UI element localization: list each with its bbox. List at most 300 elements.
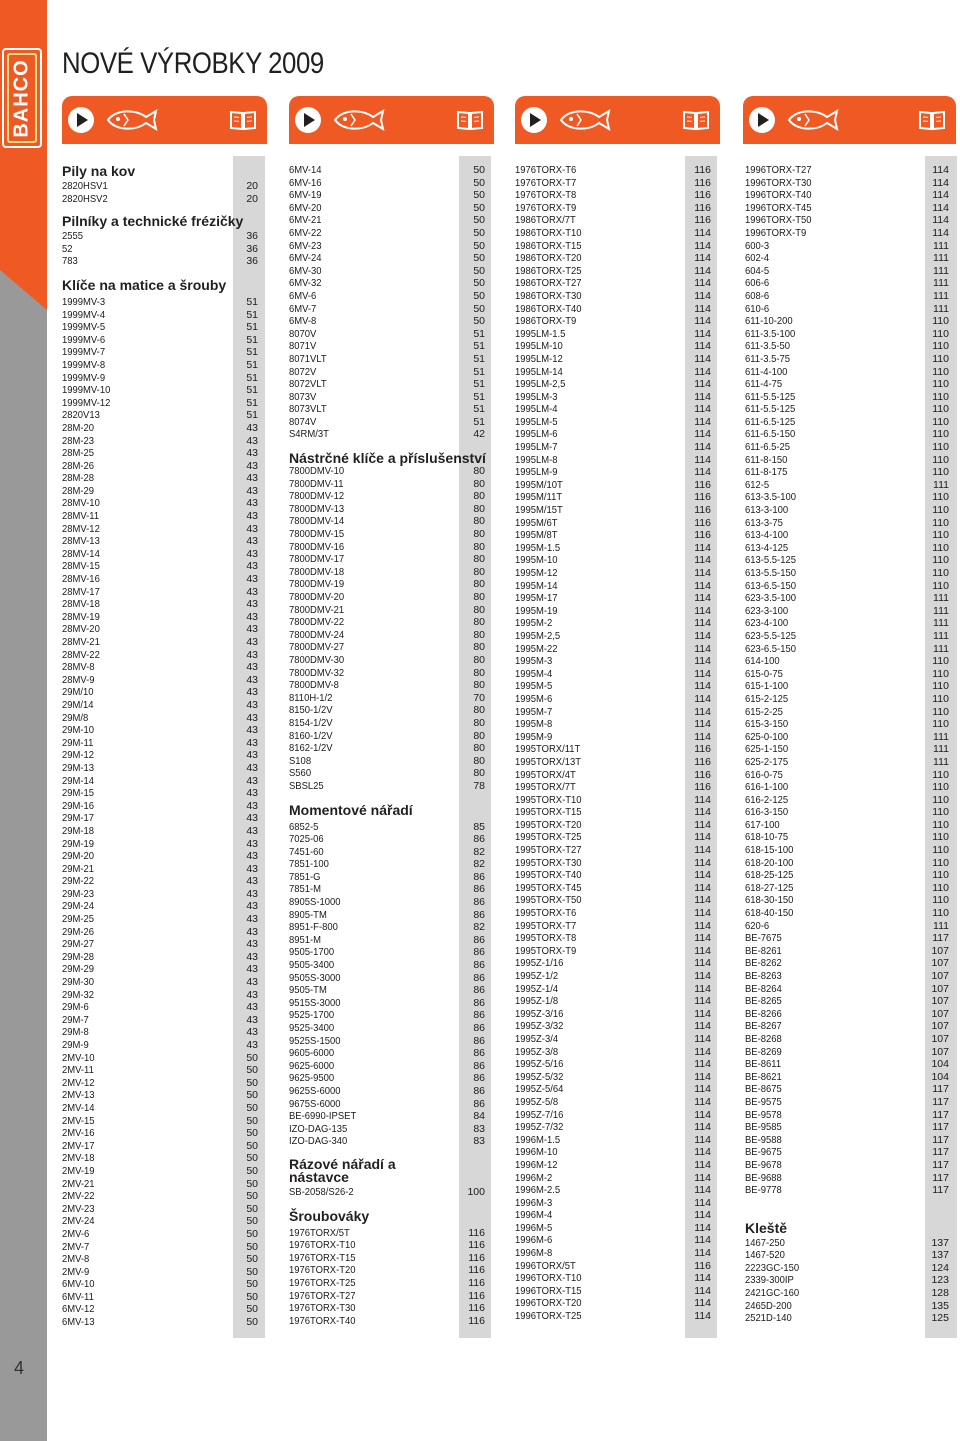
page-ref: 116 [694, 478, 711, 491]
page-ref: 116 [468, 1302, 485, 1315]
product-code: 2MV-18 [62, 1152, 95, 1165]
page-ref: 80 [473, 767, 485, 780]
product-code: 1995M/8T [515, 529, 558, 542]
product-row [745, 454, 953, 467]
page-ref: 114 [694, 1158, 711, 1171]
product-row [745, 441, 953, 454]
product-row [62, 1178, 262, 1191]
page-ref: 80 [473, 603, 485, 616]
product-row [745, 378, 953, 391]
page-ref: 114 [694, 655, 711, 668]
product-code: 6MV-21 [289, 214, 322, 227]
product-row [745, 214, 953, 227]
product-code: 1996M-4 [515, 1209, 553, 1222]
product-code: 1976TORX-T40 [289, 1314, 356, 1327]
fish-saw-icon [333, 107, 387, 138]
page-ref: 50 [246, 1215, 258, 1228]
product-row [515, 491, 715, 504]
product-row [745, 743, 953, 756]
page-ref: 114 [694, 680, 711, 693]
product-code: 29M-16 [62, 799, 95, 812]
product-code: 29M-27 [62, 938, 95, 951]
section-heading: Pilníky a technické frézičky [62, 213, 244, 230]
product-row [289, 240, 489, 253]
product-row [289, 858, 489, 871]
page-ref: 110 [932, 781, 949, 794]
product-row [515, 1046, 715, 1059]
product-code: 28MV-14 [62, 547, 100, 560]
product-code: 1999MV-12 [62, 396, 111, 409]
product-row [289, 328, 489, 341]
product-code: 2MV-7 [62, 1240, 90, 1253]
page-ref: 116 [694, 1259, 711, 1272]
page-ref: 116 [694, 516, 711, 529]
product-code: 29M/8 [62, 711, 89, 724]
product-row [289, 883, 489, 896]
page-ref: 111 [933, 592, 949, 605]
product-row [515, 366, 715, 379]
product-row [515, 794, 715, 807]
product-row [515, 227, 715, 240]
product-row [289, 1264, 489, 1277]
page-ref: 107 [931, 1032, 949, 1045]
product-code: 8951-F-800 [289, 921, 338, 934]
product-row [289, 252, 489, 265]
page-ref: 50 [246, 1114, 258, 1127]
product-code: BE-9575 [745, 1095, 782, 1108]
product-code: 9625-6000 [289, 1059, 335, 1072]
product-row [515, 403, 715, 416]
page-ref: 50 [246, 1316, 258, 1329]
product-code: 615-3-150 [745, 718, 789, 731]
page-ref: 111 [933, 642, 949, 655]
product-row [289, 265, 489, 278]
page-ref: 110 [932, 579, 949, 592]
product-code: 1996M-12 [515, 1158, 558, 1171]
page-ref: 114 [694, 881, 711, 894]
page-ref: 116 [468, 1289, 485, 1302]
product-row [745, 353, 953, 366]
product-row [62, 661, 262, 674]
product-code: 1995TORX-T27 [515, 844, 582, 857]
product-row [289, 654, 489, 667]
product-code: 611-6.5-125 [745, 415, 796, 428]
product-row [515, 1285, 715, 1298]
page-ref: 111 [933, 919, 949, 932]
product-code: 602-4 [745, 252, 770, 265]
page-ref: 117 [932, 1146, 949, 1159]
page-ref: 51 [246, 371, 258, 384]
product-row [62, 1115, 262, 1128]
product-row [62, 435, 262, 448]
product-code: 611-6.5-25 [745, 441, 791, 454]
page-ref: 111 [933, 629, 949, 642]
product-code: 7800DMV-13 [289, 502, 345, 515]
product-code: 6MV-11 [62, 1290, 94, 1303]
product-row [289, 959, 489, 972]
product-code: 1995TORX/11T [515, 743, 581, 756]
product-row [745, 806, 953, 819]
product-code: 2820HSV2 [62, 192, 108, 205]
product-row [62, 485, 262, 498]
page-ref: 43 [246, 1001, 258, 1014]
product-row [515, 1247, 715, 1260]
page-ref: 86 [473, 946, 485, 959]
product-code: 2MV-8 [62, 1253, 90, 1266]
page-ref: 110 [932, 567, 949, 579]
book-icon [456, 109, 484, 136]
page-ref: 110 [932, 907, 949, 920]
product-row [515, 1083, 715, 1096]
product-row [515, 542, 715, 555]
product-code: 613-3-100 [745, 504, 789, 517]
product-code: BE-9675 [745, 1146, 782, 1159]
product-row [515, 378, 715, 391]
page-ref: 43 [246, 724, 258, 737]
product-row [289, 780, 489, 793]
page-ref: 116 [694, 491, 711, 504]
page-ref: 50 [246, 1253, 258, 1266]
product-row [745, 756, 953, 769]
page-ref: 114 [694, 592, 711, 605]
page-ref: 82 [473, 845, 485, 858]
product-row [515, 857, 715, 870]
product-row [515, 1020, 715, 1033]
page-ref: 110 [932, 718, 949, 731]
product-code: 623-6.5-150 [745, 642, 796, 655]
product-row [515, 1172, 715, 1185]
product-code: 1467-250 [745, 1236, 785, 1249]
product-row [515, 353, 715, 366]
product-code: 2820HSV1 [62, 180, 108, 192]
page-ref: 114 [694, 466, 711, 479]
product-code: 1986TORX-T9 [515, 315, 577, 328]
product-row [289, 704, 489, 717]
product-code: 1995LM-6 [515, 428, 558, 441]
page-ref: 43 [246, 484, 258, 497]
product-row [289, 416, 489, 429]
left-gray-bar [0, 270, 47, 1441]
product-row [289, 629, 489, 642]
product-row [745, 970, 953, 983]
page-ref: 86 [473, 870, 485, 883]
product-row [62, 535, 262, 548]
product-row [515, 479, 715, 492]
product-row [745, 1184, 953, 1197]
product-row [289, 1035, 489, 1048]
page-ref: 43 [246, 585, 258, 598]
page-ref: 114 [694, 995, 711, 1008]
page-ref: 114 [694, 1121, 711, 1134]
page-ref: 107 [931, 1007, 949, 1020]
page-ref: 110 [932, 428, 949, 441]
page-ref: 114 [694, 894, 711, 907]
product-code: 6MV-23 [289, 239, 322, 252]
product-row [515, 1071, 715, 1084]
product-code: 7800DMV-14 [289, 515, 345, 528]
product-code: 1995TORX-T40 [515, 869, 582, 882]
page-ref: 117 [932, 1095, 949, 1108]
product-code: 1976TORX-T8 [515, 189, 577, 202]
product-code: 6MV-8 [289, 315, 317, 328]
page-ref: 111 [933, 264, 949, 277]
product-code: 1995TORX-T50 [515, 894, 582, 907]
page-ref: 43 [246, 459, 258, 472]
product-code: 2MV-21 [62, 1177, 95, 1190]
product-row [515, 1134, 715, 1147]
product-code: S4RM/3T [289, 428, 329, 441]
product-code: 2MV-16 [62, 1127, 95, 1140]
page-ref: 43 [246, 749, 258, 762]
page-ref: 107 [931, 957, 949, 970]
product-row [745, 794, 953, 807]
product-code: 611-3.5-100 [745, 327, 796, 340]
product-row [745, 1046, 953, 1059]
product-code: 6MV-10 [62, 1278, 95, 1291]
product-code: 618-20-100 [745, 856, 794, 869]
product-row [62, 1026, 262, 1039]
product-row [289, 616, 489, 629]
product-row [745, 1249, 953, 1262]
product-row [289, 591, 489, 604]
product-row [515, 1209, 715, 1222]
product-code: 618-15-100 [745, 844, 794, 857]
product-code: 615-2-25 [745, 705, 783, 718]
product-row [289, 403, 489, 416]
page-ref: 110 [932, 352, 949, 365]
product-code: 616-0-75 [745, 768, 783, 781]
product-code: 2MV-13 [62, 1089, 95, 1102]
product-row [62, 334, 262, 347]
product-code: 7800DMV-19 [289, 578, 345, 591]
product-row [515, 252, 715, 265]
product-code: 6MV-30 [289, 264, 322, 277]
product-code: 28M-23 [62, 434, 95, 447]
product-code: 1995Z-1/2 [515, 970, 559, 982]
product-code: 29M-24 [62, 900, 95, 913]
product-code: 29M-6 [62, 1001, 89, 1014]
product-code: 1995M-22 [515, 642, 558, 655]
product-code: 29M-25 [62, 913, 95, 926]
product-row [62, 359, 262, 372]
product-row [745, 731, 953, 744]
page-ref: 80 [473, 528, 485, 541]
product-code: 8150-1/2V [289, 704, 333, 717]
fish-saw-icon [787, 107, 841, 138]
product-row [745, 403, 953, 416]
page-ref: 114 [694, 604, 711, 617]
product-code: 1995M/15T [515, 504, 563, 517]
page-ref: 111 [933, 277, 949, 290]
page-ref: 114 [694, 1020, 711, 1033]
page-ref: 110 [932, 390, 949, 403]
product-row [289, 1135, 489, 1148]
product-code: 7800DMV-20 [289, 591, 345, 603]
page-ref: 43 [246, 535, 258, 548]
page-ref: 114 [932, 176, 949, 189]
product-code: 613-6.5-150 [745, 579, 796, 592]
page-ref: 43 [246, 522, 258, 535]
product-row [745, 202, 953, 215]
product-code: 2MV-10 [62, 1051, 95, 1064]
page-ref: 110 [932, 869, 949, 882]
product-row [515, 504, 715, 517]
product-row [62, 863, 262, 876]
product-code: 623-5.5-125 [745, 629, 796, 642]
page-ref: 114 [694, 302, 711, 315]
column-3 [515, 164, 715, 1323]
product-row [745, 164, 953, 177]
product-row [745, 857, 953, 870]
product-code: 1995M/11T [515, 491, 563, 504]
product-row [62, 724, 262, 737]
page-ref: 114 [694, 692, 711, 705]
product-code: 29M-12 [62, 749, 95, 762]
page-ref: 114 [932, 214, 949, 227]
product-code: 28MV-12 [62, 522, 100, 535]
product-row [745, 668, 953, 681]
product-row [745, 1008, 953, 1021]
product-row [62, 397, 262, 410]
page-ref: 104 [931, 1070, 949, 1083]
product-code: 29M-20 [62, 850, 95, 863]
page-ref: 36 [246, 255, 258, 268]
product-code: 1996M-3 [515, 1196, 553, 1209]
product-code: 1995LM-8 [515, 453, 558, 466]
product-code: 1995M-5 [515, 680, 553, 693]
product-code: 8072V [289, 365, 317, 378]
product-row [515, 529, 715, 542]
product-code: 1996M-2.5 [515, 1184, 561, 1197]
product-code: 625-2-175 [745, 755, 789, 768]
product-row [289, 277, 489, 290]
product-code: 8073V [289, 390, 317, 403]
product-row [62, 586, 262, 599]
page-ref: 114 [694, 453, 711, 466]
page-ref: 85 [473, 820, 485, 833]
product-code: BE-8675 [745, 1083, 782, 1096]
page-ref: 43 [246, 976, 258, 989]
product-row [62, 560, 262, 573]
product-code: 1999MV-4 [62, 308, 106, 321]
page-ref: 114 [694, 1284, 711, 1297]
product-row [62, 472, 262, 485]
page-ref: 114 [694, 1247, 711, 1260]
page-ref: 20 [246, 180, 258, 192]
product-code: 614-100 [745, 655, 780, 668]
page-ref: 51 [473, 378, 485, 391]
page-ref: 43 [246, 510, 258, 523]
product-row [515, 214, 715, 227]
page-ref: 114 [932, 189, 949, 202]
product-row [515, 1121, 715, 1134]
page-ref: 117 [932, 1171, 949, 1184]
product-row [289, 604, 489, 617]
page-ref: 110 [932, 491, 949, 504]
product-code: 1996TORX-T15 [515, 1284, 582, 1297]
page-ref: 116 [694, 743, 711, 756]
product-code: 1995M-19 [515, 604, 558, 617]
product-code: 8160-1/2V [289, 729, 333, 742]
product-row [515, 517, 715, 530]
product-code: 2421GC-160 [745, 1287, 800, 1300]
product-row [515, 265, 715, 278]
page-ref: 43 [246, 950, 258, 963]
product-row [515, 756, 715, 769]
product-row [289, 391, 489, 404]
page-ref: 110 [932, 856, 949, 869]
product-row [515, 1159, 715, 1172]
product-code: 1996TORX-T27 [745, 164, 812, 176]
product-code: 1995M/10T [515, 478, 563, 491]
product-row [745, 567, 953, 580]
product-row [62, 548, 262, 561]
product-row [515, 1272, 715, 1285]
product-row [745, 617, 953, 630]
product-row [62, 951, 262, 964]
page-ref: 43 [246, 913, 258, 926]
product-row [745, 605, 953, 618]
product-code: 613-4-125 [745, 541, 789, 554]
product-code: 1995TORX/13T [515, 755, 582, 768]
page-ref: 51 [473, 352, 485, 365]
product-code: 1976TORX-T30 [289, 1302, 356, 1315]
product-row [62, 1127, 262, 1140]
product-row [62, 686, 262, 699]
product-code: BE-9585 [745, 1121, 782, 1134]
page-ref: 50 [246, 1290, 258, 1303]
product-row [62, 913, 262, 926]
product-code: 2555 [62, 230, 84, 243]
product-code: BE-8264 [745, 982, 782, 995]
product-row [745, 1146, 953, 1159]
product-code: 616-2-125 [745, 793, 789, 806]
product-row [289, 871, 489, 884]
page-ref: 43 [246, 497, 258, 510]
product-code: 1995TORX-T9 [515, 944, 577, 957]
page-ref: 111 [933, 755, 949, 768]
product-code: 1986TORX-T25 [515, 264, 582, 277]
product-code: 29M-17 [62, 812, 95, 825]
product-row [515, 894, 715, 907]
product-row [289, 1186, 489, 1199]
product-code: 1996M-6 [515, 1234, 553, 1247]
product-code: 29M-11 [62, 736, 94, 749]
product-row [289, 366, 489, 379]
product-row [62, 623, 262, 636]
product-row [289, 428, 489, 441]
page-ref: 86 [473, 1034, 485, 1047]
page-ref: 114 [694, 1209, 711, 1222]
page-ref: 43 [246, 661, 258, 674]
product-code: 7851-M [289, 883, 322, 896]
page-ref: 80 [473, 502, 485, 515]
page-ref: 123 [931, 1274, 949, 1287]
product-code: 2MV-14 [62, 1101, 95, 1114]
product-row [62, 938, 262, 951]
page-ref: 114 [694, 264, 711, 277]
product-code: 1995M-10 [515, 554, 558, 567]
product-row [515, 1234, 715, 1247]
product-row [62, 712, 262, 725]
product-code: 618-30-150 [745, 894, 794, 907]
product-code: 1996TORX-T25 [515, 1310, 582, 1323]
product-row [62, 523, 262, 536]
page-ref: 80 [473, 704, 485, 717]
product-code: 608-6 [745, 289, 770, 302]
product-row [62, 409, 262, 422]
product-row [745, 1020, 953, 1033]
